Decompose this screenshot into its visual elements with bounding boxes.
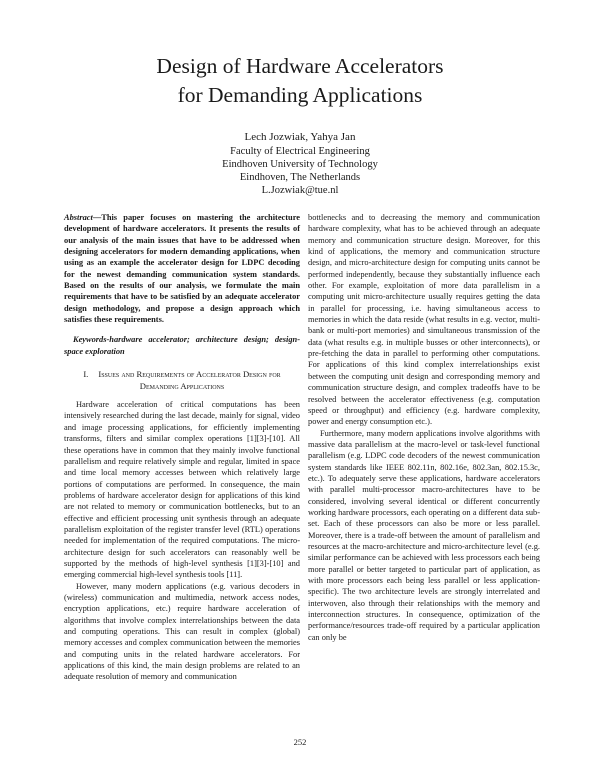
author-names: Lech Jozwiak, Yahya Jan [244, 131, 356, 143]
title-line-2: for Demanding Applications [177, 83, 423, 107]
section-number: I. [83, 369, 89, 380]
section-title: Issues and Requirements of Accelerator Design for Demanding Applications [98, 369, 281, 391]
body-paragraph-3: bottlenecks and to decreasing the memory and communication hardware complexity, what has to be achieved through an adequate memory and communication structure design. Moreover, for this kind of applications, the memory and communication structure design, and micro-architecture design for computing units cannot be performed independently, because they substantially influence each other. For example, exploitation of more data parallelism in a computing unit micro-architecture usually requires getting the data in parallel for processing, i.e. having simultaneous access to memories in which the data reside (what results in e.g. vector, multi-bank or multi-port memories) and simultaneous transmission of the data (what results e.g. in multiple busses or other interconnects), or pre-fetching the data in parallel to performing other computations. For applications of this kind complex interrelationships exist between the computing unit design and corresponding memory and communication structure design, and complex tradeoffs have to be resolved between the accelerator effectiveness (e.g. computation speed or throughput) and efficiency (e.g. hardware complexity, power and energy consumption etc.). [308, 213, 540, 427]
page-number: 252 [293, 737, 307, 747]
keywords: Keywords-hardware accelerator; architecture design; design-space exploration [64, 335, 300, 356]
paper-title [0, 52, 600, 110]
affiliation-university: Eindhoven University of Technology [222, 159, 378, 170]
body-paragraph-2: However, many modern applications (e.g. various decoders in (wireless) communication and multimedia, network access nodes, encryption applications, etc.) require hardware acceleration of algorithms that involve complex interrelationships between the data and computing operations. This can result in complex (global) memory accesses and complex communication between the memories and computing units in the related hardware accelerators. For applications of this kind, the main design problems are related to an adequate resolution of memory and communication [64, 581, 300, 682]
affiliation-department: Faculty of Electrical Engineering [230, 146, 370, 157]
abstract-text: This paper focuses on mastering the architecture development of hardware accelerators. It presents the results of our analysis of the main issues that have to be addressed when designing accelerators for modern demanding applications, when using as an example the accelerator design for LDPC decoding for the newest demanding communication system standards. Based on the results of our analysis, we formulate the main requirements that have to be satisfied by an adequate accelerator design methodology, and propose a design approach which satisfies these requirements. [64, 213, 300, 325]
abstract-label: Abstract— [64, 213, 102, 222]
body-paragraph-4: Furthermore, many modern applications involve algorithms with massive data parallelism at the macro-level or task-level functional parallelism (e.g. LDPC code decoders of the newest communication system standards like IEEE 802.11n, 802.16e, 802.3an, 802.15.3c, etc.). To adequately serve these applications, hardware accelerators with parallel multi-processor macro-architectures have to be considered, involving several identical or different concurrently working hardware processors, each operating on a different data sub-set. Each of these processors can also be more or less parallel. Moreover, there is a trade-off between the amount of parallelism and resources at the macro-architecture and micro-architecture level (e.g. similar performance can be achieved with less processors each being more parallel or better targeted to particular part of application, as with more processors each being less parallel or less application-specific). The two architecture levels are strongly interrelated and interwoven, also through their relationships with the memory and interconnection structures. In consequence, optimization of the performance/resources trade-off required by a particular application can only be [308, 428, 540, 642]
body-paragraph-1: Hardware acceleration of critical computations has been intensively researched during the last decade, mainly for signal, video and image processing applications, for efficiently implementing transforms, filters and similar complex operations [1][3]-[10]. All these operations have in common that they mainly involve functional parallelism and require relatively simple and regular, limited in space and time local memory accesses between which relatively large portions of computations are performed. In consequence, the main problems of hardware accelerator design for applications of this kind are not related to memory or communication bottlenecks, but to an effective and efficient processing unit synthesis through an adequate parallelism exploitation of the register transfer level (RTL) operations needed for implementation of the required computations. The micro-architecture design for such accelerators can reasonably well be supported by the methods of high-level synthesis [1][3]-[10] and emerging commercial high-level synthesis tools [11]. [64, 400, 300, 580]
title-line-1: Design of Hardware Accelerators [156, 54, 444, 78]
author-email: L.Jozwiak@tue.nl [261, 185, 339, 196]
abstract [64, 212, 300, 325]
left-column [64, 212, 300, 683]
section-heading [64, 369, 300, 392]
affiliation-city: Eindhoven, The Netherlands [239, 172, 361, 183]
author-block [0, 131, 600, 197]
right-column [308, 212, 540, 643]
